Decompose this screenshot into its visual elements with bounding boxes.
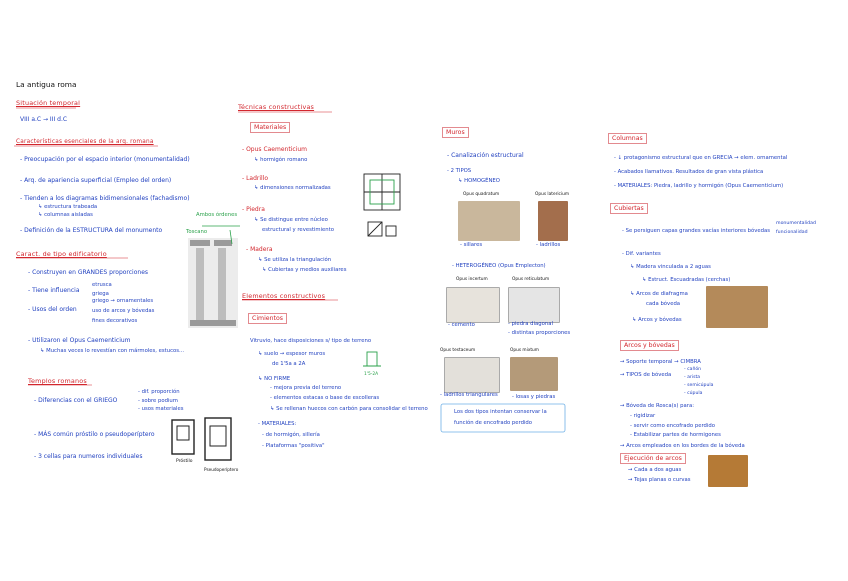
caract-item-5: ↳ columnas aisladas: [38, 212, 93, 218]
brick-grid: [364, 174, 400, 236]
label-ordenes: Ambos órdenes: [196, 212, 238, 218]
photo-mixtum: [510, 357, 558, 391]
caract-item-3: - Tienden a los diagramas bidimensionales (fachadismo): [20, 195, 190, 202]
photo-quadratum: [458, 201, 520, 241]
page-title: La antigua roma: [16, 80, 77, 89]
heading-edificatorio: Caract. de tipo edificatorio: [16, 250, 107, 258]
madera-sub-1: ↳ Se utiliza la triangulación: [258, 257, 332, 263]
templos-dif-3: - usos materiales: [138, 406, 184, 412]
muros-item-2: - 2 TIPOS: [447, 168, 472, 174]
elem-item-5: - mejora previa del terreno: [270, 385, 342, 391]
drawing-reticulatum: [508, 287, 560, 323]
influencia-2: griega: [92, 291, 109, 297]
cubiertas-item-7: ↳ Arcos y bóvedas: [632, 317, 682, 323]
heading-elementos: Elementos constructivos: [242, 292, 326, 300]
elem-item-10: - Plataformas "positiva": [262, 443, 325, 449]
caract-item-2: - Arq. de apariencia superficial (Empleo del orden): [20, 177, 172, 184]
pic-label-testaceum: Opus testaceum: [440, 348, 476, 353]
photo-arcos-diafragma: [706, 286, 768, 328]
arcos-item-1: → Soporte temporal → CIMBRA: [620, 359, 701, 365]
arcos-item-5: - servir como encofrado perdido: [630, 423, 715, 429]
arcos-item-7: → Arcos empleados en los bordes de la bóveda: [620, 443, 745, 449]
muros-note-1: Los dos tipos intentan conservar la: [454, 409, 547, 415]
cubiertas-side-1: monumentalidad: [776, 221, 816, 226]
columnas-item-2: - Acabados llamativos. Resultados de gran vista plástica: [614, 169, 764, 175]
influencia-1: etrusca: [92, 282, 112, 288]
box-cubiertas: Cubiertas: [610, 203, 648, 214]
elem-item-8: - MATERIALES:: [258, 421, 297, 427]
column-sketch: [188, 226, 240, 328]
piedra-sub-1: ↳ Se distingue entre núcleo: [254, 217, 328, 223]
foundation-sketch: [363, 352, 381, 366]
box-columnas: Columnas: [608, 133, 647, 144]
muros-item-1: - Canalización estructural: [447, 152, 524, 159]
muros-item-4: - HETEROGÉNEO (Opus Emplecton): [452, 263, 546, 269]
usos-2: uso de arcos y bóvedas: [92, 308, 155, 314]
foundation-label: 1'5-2A: [364, 372, 379, 377]
pic-sub-sillares: - sillares: [460, 242, 483, 248]
box-materiales: Materiales: [250, 122, 290, 133]
heading-tecnicas: Técnicas constructivas: [238, 103, 315, 111]
ejecucion-item-1: → Cada a dos aguas: [628, 467, 682, 473]
drawing-incertum: [446, 287, 500, 323]
edif-item-4: - Utilizaron el Opus Caementicium: [28, 337, 131, 344]
heading-situacion: Situación temporal: [16, 99, 81, 107]
pic-label-mixtum: Opus mixtum: [510, 348, 539, 353]
arcos-tipo-3: - semicúpula: [684, 383, 714, 388]
templos-item-3: - 3 cellas para numeros individuales: [34, 453, 143, 460]
columnas-item-1: - ↓ protagonismo estructural que en GRECIA → elem. ornamental: [614, 155, 788, 161]
opus-title: - Opus Caementicium: [242, 146, 307, 153]
piedra-title: - Piedra: [242, 206, 265, 213]
pic-sub-diagonal: - piedra diagonal: [508, 321, 553, 327]
templos-item-1: - Diferencias con el GRIEGO: [34, 397, 118, 404]
pic-label-latericium: Opus latericium: [535, 192, 570, 197]
caract-item-4: ↳ estructura trabeada: [38, 204, 98, 210]
pic-sub-losas: - losas y piedras: [512, 394, 556, 400]
photo-tejas: [708, 455, 748, 487]
pic-sub-triangulares: - ladrillos triangulares: [440, 392, 498, 398]
elem-item-2: ↳ suelo → espesor muros: [258, 351, 326, 357]
edif-item-2: - Tiene influencia: [28, 287, 80, 294]
elem-item-6: - elementos estacas o base de escolleras: [270, 395, 380, 401]
temple-plans: [172, 418, 231, 460]
drawing-testaceum: [444, 357, 500, 393]
arcos-item-3: → Bóveda de Rosca(s) para:: [620, 403, 694, 409]
cubiertas-item-4: ↳ Estruct. Escuadradas (cerchas): [642, 277, 731, 283]
usos-1: griego → ornamentales: [92, 298, 154, 304]
box-cimientos: Cimientos: [248, 313, 287, 324]
cubiertas-item-5: ↳ Arcos de diafragma: [630, 291, 688, 297]
ladrillo-title: - Ladrillo: [242, 175, 269, 182]
arcos-tipo-4: - cúpula: [684, 391, 703, 396]
templos-item-2: - MÁS común próstilo o pseudoperíptero: [34, 431, 155, 438]
templos-dif-2: - sobre podium: [138, 398, 178, 404]
ladrillo-sub: ↳ dimensiones normalizadas: [254, 185, 331, 191]
arcos-item-2: → TIPOS de bóveda: [620, 372, 672, 378]
edif-item-3: - Usos del orden: [28, 306, 77, 313]
pic-label-quadratum: Opus quadratum: [463, 192, 500, 197]
templos-dif-1: - dif. proporción: [138, 389, 180, 395]
label-plan1: Próstilo: [176, 459, 193, 464]
cubiertas-item-6: cada bóveda: [646, 301, 681, 307]
arcos-item-4: - rigidizar: [630, 413, 656, 419]
muros-item-3: ↳ HOMOGÉNEO: [458, 178, 500, 184]
usos-3: fines decorativos: [92, 318, 138, 324]
columnas-item-3: - MATERIALES: Piedra, ladrillo y hormigón (Opus Caementicium): [614, 183, 784, 189]
elem-item-4: ↳ NO FIRME: [258, 376, 291, 382]
ejecucion-item-2: → Tejas planas o curvas: [628, 477, 691, 483]
elem-item-7: ↳ Se rellenan huecos con carbón para consolidar el terreno: [270, 406, 428, 412]
caract-item-6: - Definición de la ESTRUCTURA del monumento: [20, 227, 163, 234]
madera-title: - Madera: [246, 246, 273, 253]
cubiertas-item-2: - Dif. variantes: [622, 251, 661, 257]
label-plan2: Pseudoperíptero: [204, 467, 239, 472]
pic-label-reticulatum: Opus reticulatum: [512, 277, 550, 282]
box-ejecucion: Ejecución de arcos: [620, 453, 686, 464]
heading-caracteristicas: Características esenciales de la arq. romana: [16, 139, 154, 145]
heading-templos: Templos romanos: [28, 377, 87, 385]
pic-sub-proporciones: - distintas proporciones: [508, 330, 571, 336]
photo-latericium: [538, 201, 568, 241]
arcos-item-6: - Estabilizar partes de hormigones: [630, 432, 721, 438]
caract-item-1: - Preocupación por el espacio interior (monumentalidad): [20, 156, 190, 163]
edif-item-1: - Construyen en GRANDES proporciones: [28, 269, 149, 276]
edif-item-5: ↳ Muchas veces lo revestían con mármoles, estucos...: [40, 348, 185, 354]
elem-item-9: - de hormigón, sillería: [262, 432, 320, 438]
elem-item-1: Vitruvio, hace disposiciones s/ tipo de terreno: [250, 338, 372, 344]
muros-note-2: función de encofrado perdido: [454, 420, 533, 426]
cubiertas-item-1: - Se persiguen capas grandes vacías interiores bóvedas: [622, 228, 771, 234]
situacion-line: VIII a.C → III d.C: [20, 116, 68, 123]
piedra-sub-2: estructural y revestimiento: [262, 227, 334, 233]
cubiertas-item-3: ↳ Madera vinculada a 2 aguas: [630, 264, 711, 270]
elem-item-3: de 1'5a a 2A: [272, 361, 306, 367]
arcos-tipo-1: - cañón: [684, 367, 702, 372]
cubiertas-side-2: funcionalidad: [776, 230, 808, 235]
opus-sub: ↳ hormigón romano: [254, 157, 308, 163]
pic-sub-cemento: - cemento: [448, 322, 475, 328]
label-toscano: Toscano: [186, 229, 208, 235]
box-muros: Muros: [442, 127, 469, 138]
pic-sub-ladrillos: - ladrillos: [536, 242, 561, 248]
pic-label-incertum: Opus incertum: [456, 277, 488, 282]
madera-sub-2: ↳ Cubiertas y medios auxiliares: [262, 267, 347, 273]
box-arcos: Arcos y bóvedas: [620, 340, 679, 351]
arcos-tipo-2: - arista: [684, 375, 701, 380]
